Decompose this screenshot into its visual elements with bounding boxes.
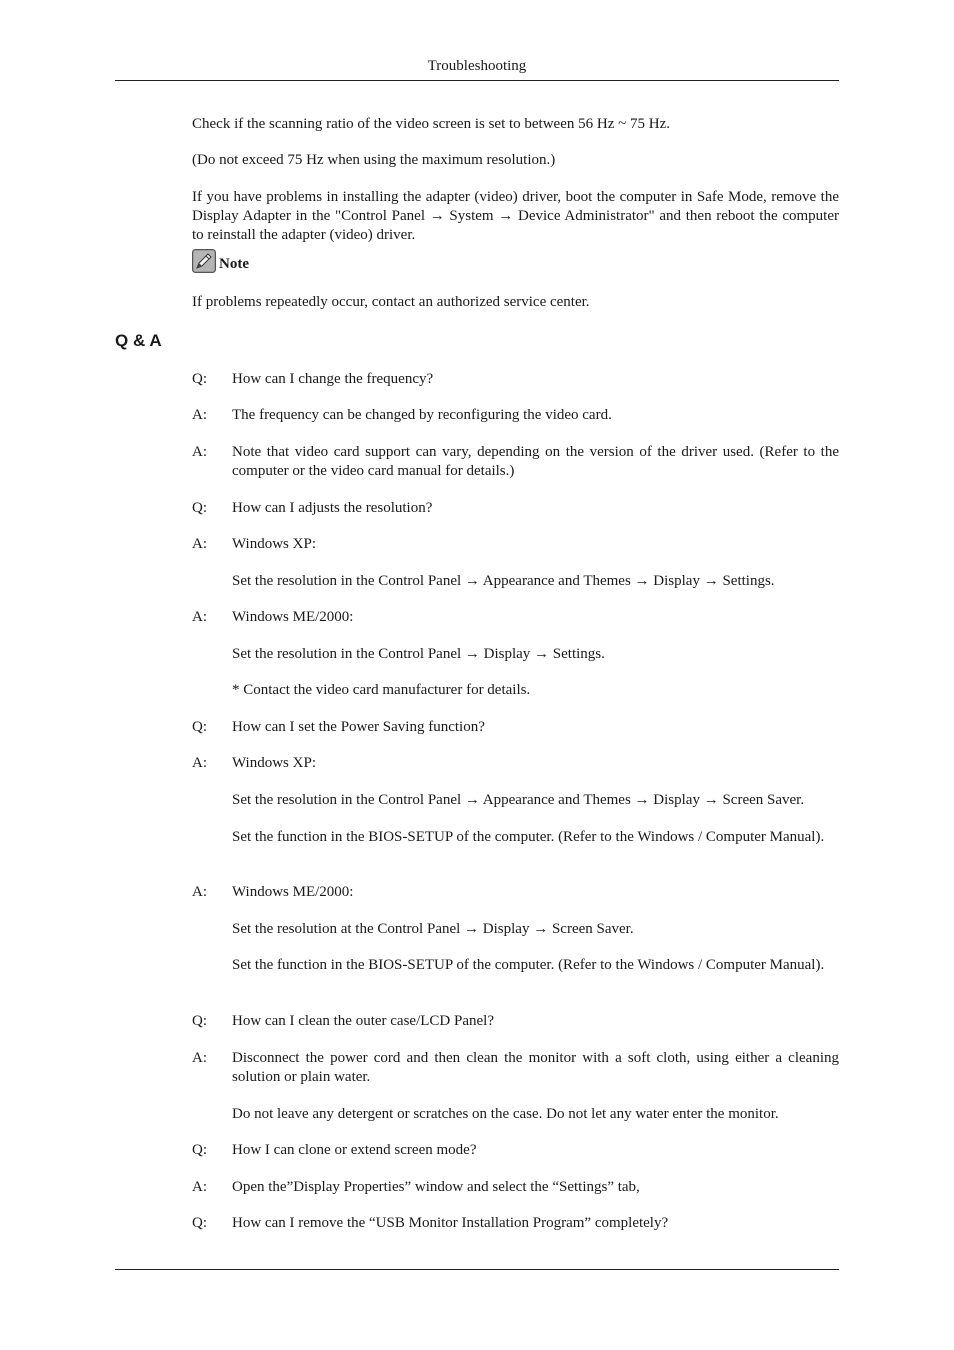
qa-question-text: How can I change the frequency? [232,371,434,387]
page-header-title: Troubleshooting [427,58,527,74]
qa-answer-text: Windows ME/2000: [232,884,354,900]
qa-section-title: Q & A [115,331,162,350]
qa-question-text: How I can clone or extend screen mode? [232,1142,477,1158]
qa-answer-continuation: Set the resolution in the Control Panel → Display → Settings. [232,646,605,662]
a-marker: A: [192,884,207,900]
q-marker: Q: [192,1215,207,1231]
qa-question-text: How can I clean the outer case/LCD Panel? [232,1013,494,1029]
a-marker: A: [192,1050,207,1066]
qa-answer-text: The frequency can be changed by reconfiguring the video card. [232,407,612,423]
footer-divider [115,1269,839,1270]
a-marker: A: [192,609,207,625]
qa-answer-continuation: Set the function in the BIOS-SETUP of the computer. (Refer to the Windows / Computer Manual). [232,957,825,973]
intro-paragraph-2: (Do not exceed 75 Hz when using the maximum resolution.) [192,152,556,168]
qa-answer-text: Windows XP: [232,536,316,552]
q-marker: Q: [192,1013,207,1029]
qa-answer-continuation: * Contact the video card manufacturer for details. [232,682,531,698]
qa-answer-text: Windows XP: [232,755,316,771]
qa-answer-text: Note that video card support can vary, depending on the version of the driver used. (Refer to the computer or the video card manual for details.) [232,444,839,479]
note-label: Note [219,256,249,272]
a-marker: A: [192,755,207,771]
header-divider [115,80,839,81]
qa-answer-continuation: Set the resolution in the Control Panel → Appearance and Themes → Display → Settings. [232,573,775,589]
qa-answer-continuation: Set the function in the BIOS-SETUP of the computer. (Refer to the Windows / Computer Manual). [232,829,825,845]
q-marker: Q: [192,1142,207,1158]
intro-paragraph-3: If you have problems in installing the adapter (video) driver, boot the computer in Safe Mode, remove the Display Adapter in the "Control Panel → System → Device Administrator" and then reboot the computer to reinstall the adapter (video) driver. [192,189,839,243]
a-marker: A: [192,407,207,423]
qa-answer-continuation: Set the resolution at the Control Panel → Display → Screen Saver. [232,921,634,937]
a-marker: A: [192,536,207,552]
qa-answer-text: Windows ME/2000: [232,609,354,625]
q-marker: Q: [192,500,207,516]
qa-question-text: How can I remove the “USB Monitor Installation Program” completely? [232,1215,669,1231]
note-text: If problems repeatedly occur, contact an authorized service center. [192,294,590,310]
qa-answer-continuation: Do not leave any detergent or scratches on the case. Do not let any water enter the monitor. [232,1106,779,1122]
q-marker: Q: [192,719,207,735]
a-marker: A: [192,444,207,460]
qa-answer-text: Open the”Display Properties” window and select the “Settings” tab, [232,1179,640,1195]
qa-question-text: How can I adjusts the resolution? [232,500,433,516]
intro-paragraph-1: Check if the scanning ratio of the video screen is set to between 56 Hz ~ 75 Hz. [192,116,670,132]
qa-answer-text: Disconnect the power cord and then clean the monitor with a soft cloth, using either a cleaning solution or plain water. [232,1050,839,1085]
q-marker: Q: [192,371,207,387]
qa-answer-continuation: Set the resolution in the Control Panel → Appearance and Themes → Display → Screen Saver. [232,792,805,808]
qa-question-text: How can I set the Power Saving function? [232,719,485,735]
note-heading [192,247,249,273]
a-marker: A: [192,1179,207,1195]
note-pencil-icon [192,249,216,273]
